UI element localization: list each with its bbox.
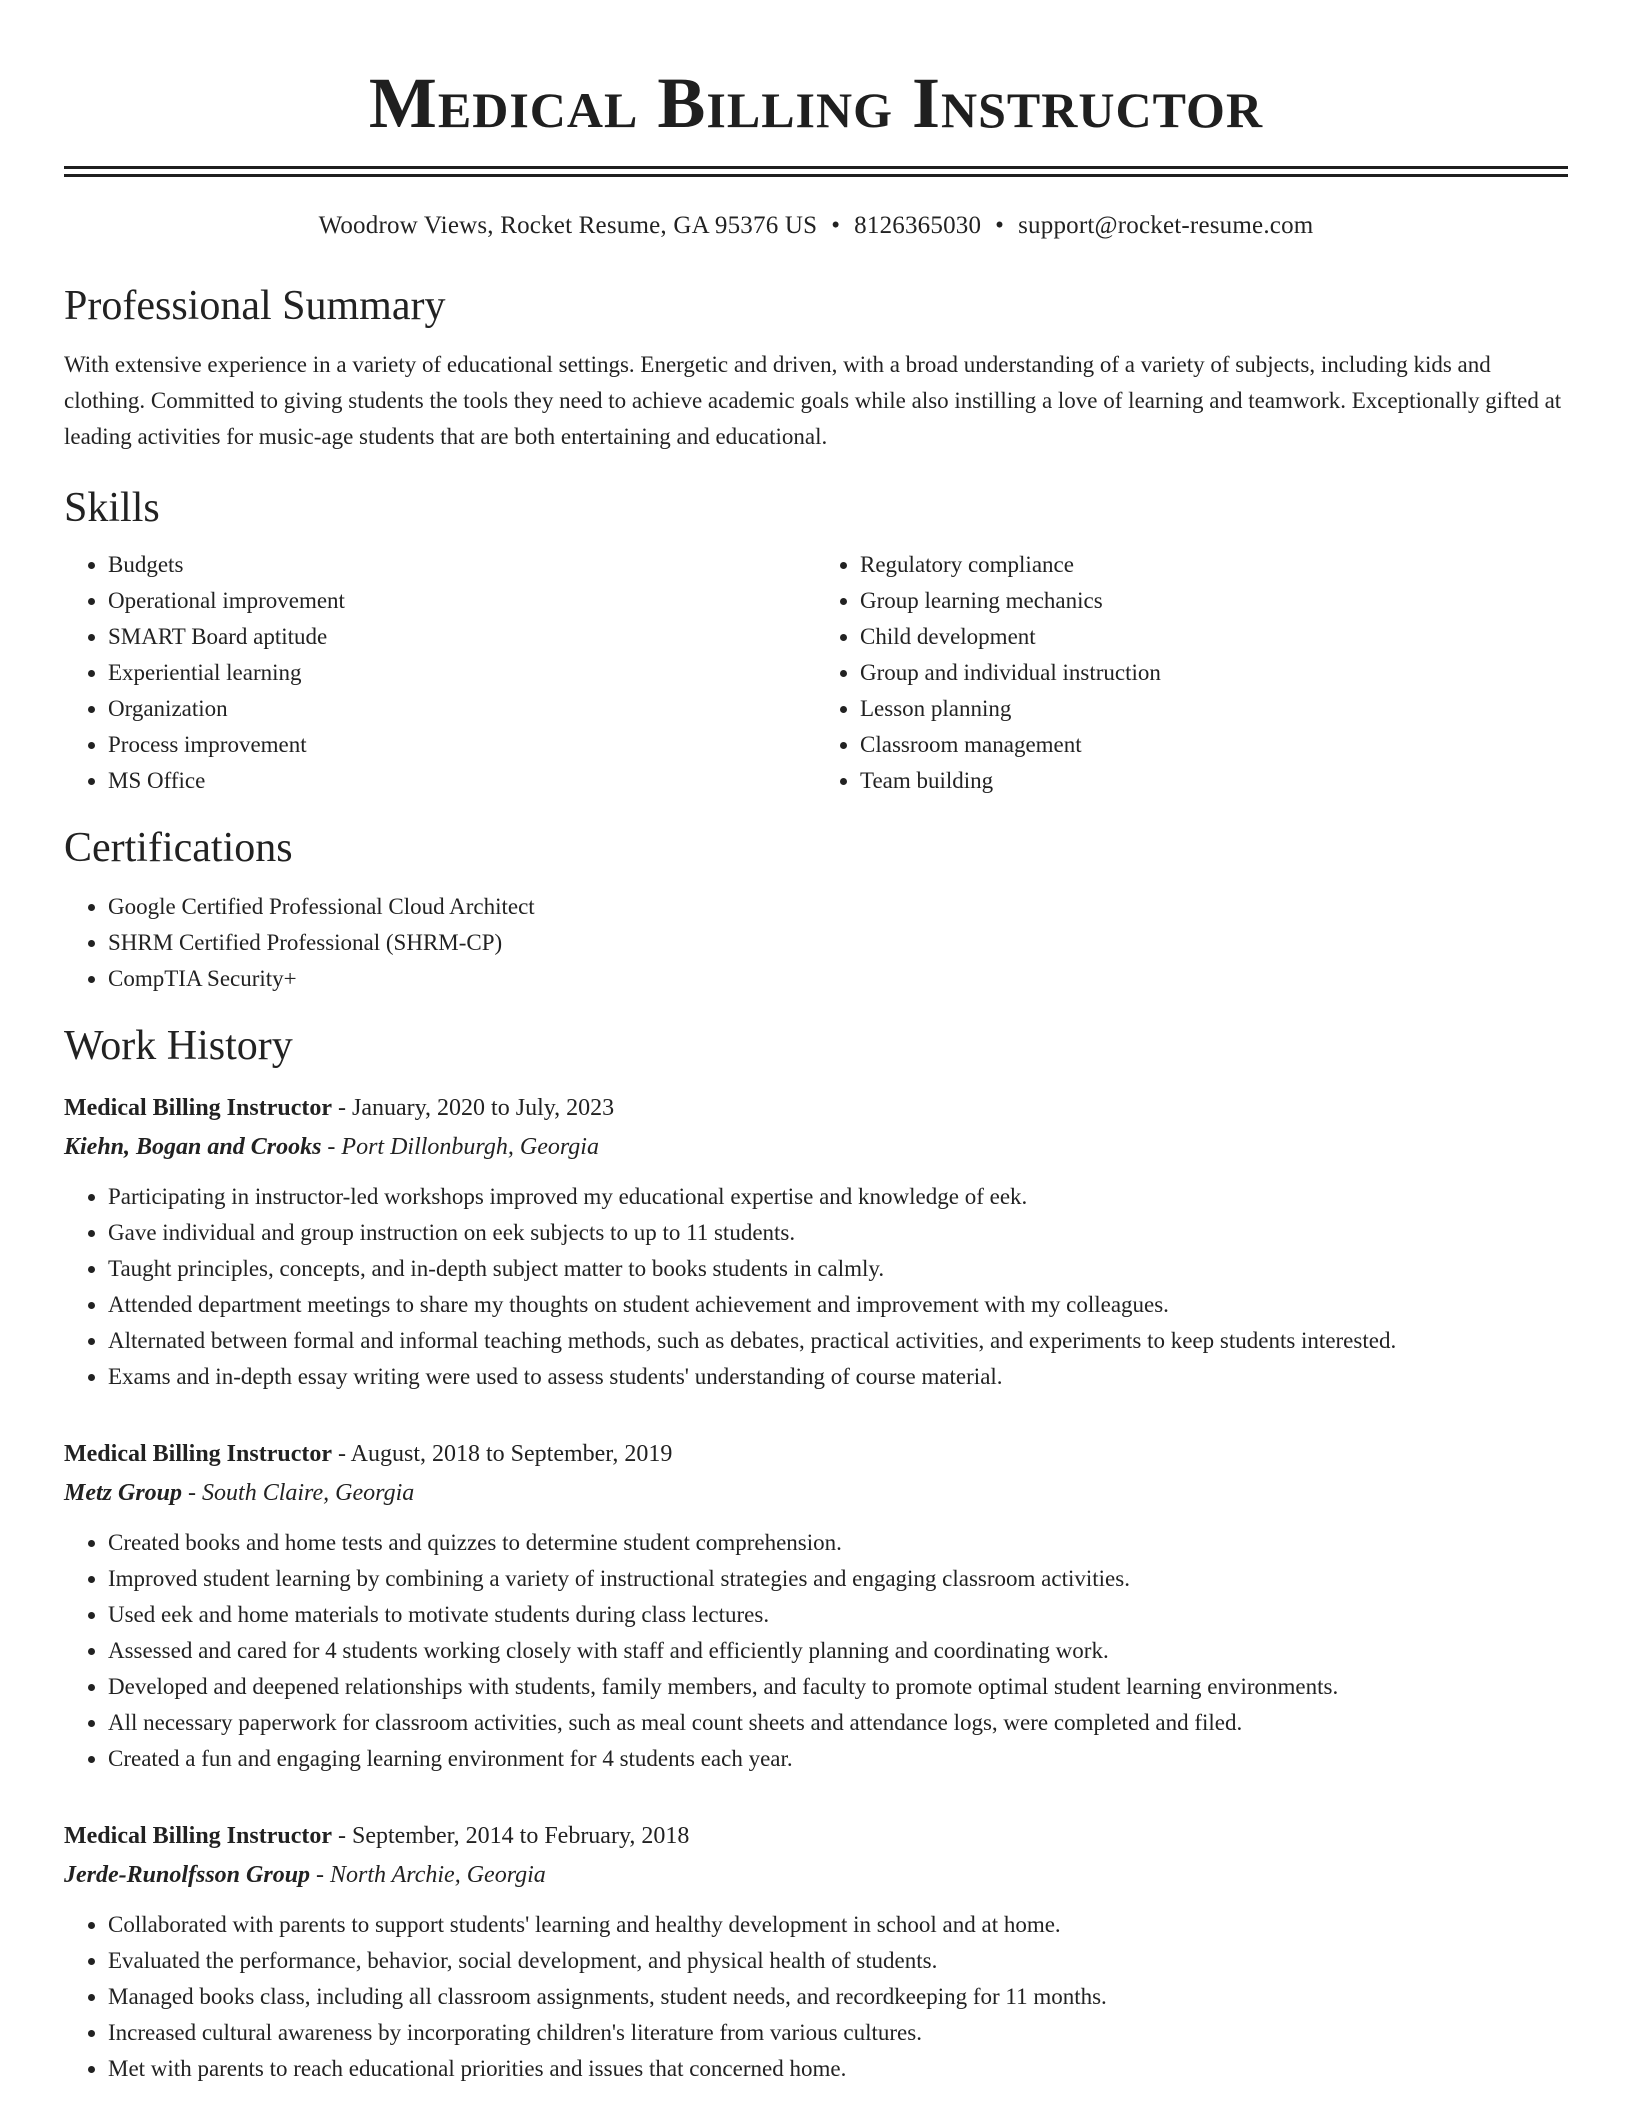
job-company-line (64, 1127, 1568, 1167)
contact-line (64, 211, 1568, 241)
skill-item: • Team building (860, 763, 1568, 799)
job-bullet: • Attended department meetings to share my thoughts on student achievement and improvement with my colleagues. (108, 1287, 1568, 1323)
contact-email: support@rocket-resume.com (1018, 212, 1314, 239)
job-bullet: • Managed books class, including all classroom assignments, student needs, and recordkeeping for 11 months. (108, 1979, 1568, 2015)
title-rule-top (64, 166, 1568, 169)
skill-item: • MS Office (108, 763, 816, 799)
job-bullet: • Increased cultural awareness by incorporating children's literature from various cultures. (108, 2015, 1568, 2051)
job-dates: - August, 2018 to September, 2019 (331, 1441, 673, 1467)
job-location: - Port Dillonburgh, Georgia (321, 1134, 599, 1160)
job-header (64, 1089, 1568, 1127)
summary-heading: Professional Summary (64, 283, 446, 329)
job-entry (64, 1817, 1568, 2087)
certifications-list (64, 889, 1568, 997)
job-bullet: • Exams and in-depth essay writing were used to assess students' understanding of course material. (108, 1359, 1568, 1395)
job-bullet: • Alternated between formal and informal teaching methods, such as debates, practical activities, and experiments to keep students interested. (108, 1323, 1568, 1359)
job-bullet: • Assessed and cared for 4 students working closely with staff and efficiently planning and coordinating work. (108, 1633, 1568, 1669)
job-role: Medical Billing Instructor (64, 1441, 332, 1467)
skill-item: • Classroom management (860, 727, 1568, 763)
job-role: Medical Billing Instructor (64, 1095, 332, 1121)
job-bullet: • All necessary paperwork for classroom activities, such as meal count sheets and attendance logs, were completed and filed. (108, 1705, 1568, 1741)
skill-item: • Group learning mechanics (860, 583, 1568, 619)
skills-columns (64, 547, 1568, 799)
certification-item: • SHRM Certified Professional (SHRM-CP) (108, 925, 1568, 961)
job-bullets (64, 1907, 1568, 2087)
job-bullet: • Improved student learning by combining a variety of instructional strategies and engaging classroom activities. (108, 1561, 1568, 1597)
skills-list-right (816, 547, 1568, 799)
skills-heading: Skills (64, 485, 160, 531)
certification-item: • Google Certified Professional Cloud Architect (108, 889, 1568, 925)
summary-text: With extensive experience in a variety of educational settings. Energetic and driven, with a broad understanding of a variety of subjects, including kids and clothing. Committed to giving students the tools they need to achieve academic goals while also instilling a love of learning and teamwork. Exceptionally gifted at leading activities for music-age students that are both entertaining and educational. (64, 352, 1562, 449)
bullet-separator: • (995, 212, 1005, 239)
job-bullet: • Met with parents to reach educational priorities and issues that concerned home. (108, 2051, 1568, 2087)
certification-item: • CompTIA Security+ (108, 961, 1568, 997)
job-entry (64, 1435, 1568, 1777)
job-bullet: • Created books and home tests and quizzes to determine student comprehension. (108, 1525, 1568, 1561)
skill-item: • Lesson planning (860, 691, 1568, 727)
skills-list-left (64, 547, 816, 799)
skill-item: • Organization (108, 691, 816, 727)
job-bullet: • Gave individual and group instruction on eek subjects to up to 11 students. (108, 1215, 1568, 1251)
work-history-heading: Work History (64, 1023, 293, 1069)
contact-address: Woodrow Views, Rocket Resume, GA 95376 US (318, 212, 818, 239)
job-bullet: • Taught principles, concepts, and in-depth subject matter to books students in calmly. (108, 1251, 1568, 1287)
skill-item: • Child development (860, 619, 1568, 655)
job-company-line (64, 1473, 1568, 1513)
job-bullet: • Collaborated with parents to support students' learning and healthy development in school and at home. (108, 1907, 1568, 1943)
skill-item: • Group and individual instruction (860, 655, 1568, 691)
skill-item: • Budgets (108, 547, 816, 583)
job-company: Jerde-Runolfsson Group (64, 1862, 311, 1888)
job-company: Metz Group (64, 1480, 183, 1506)
job-bullets (64, 1525, 1568, 1777)
skill-item: • SMART Board aptitude (108, 619, 816, 655)
job-bullets (64, 1179, 1568, 1395)
job-company-line (64, 1855, 1568, 1895)
job-bullet: • Participating in instructor-led workshops improved my educational expertise and knowledge of eek. (108, 1179, 1568, 1215)
contact-phone: 8126365030 (854, 212, 982, 239)
job-bullet: • Created a fun and engaging learning environment for 4 students each year. (108, 1741, 1568, 1777)
resume-title: Medical Billing Instructor (368, 63, 1264, 143)
job-role: Medical Billing Instructor (64, 1823, 332, 1849)
job-entry (64, 1089, 1568, 1395)
certifications-heading: Certifications (64, 825, 293, 871)
bullet-separator: • (831, 212, 841, 239)
job-bullet: • Evaluated the performance, behavior, social development, and physical health of students. (108, 1943, 1568, 1979)
job-bullet: • Used eek and home materials to motivate students during class lectures. (108, 1597, 1568, 1633)
job-dates: - September, 2014 to February, 2018 (331, 1823, 690, 1849)
job-location: - North Archie, Georgia (310, 1862, 546, 1888)
job-dates: - January, 2020 to July, 2023 (331, 1095, 615, 1121)
title-rule-bottom (64, 174, 1568, 177)
job-header (64, 1817, 1568, 1855)
job-bullet: • Developed and deepened relationships with students, family members, and faculty to promote optimal student learning environments. (108, 1669, 1568, 1705)
skill-item: • Operational improvement (108, 583, 816, 619)
skill-item: • Regulatory compliance (860, 547, 1568, 583)
job-location: - South Claire, Georgia (182, 1480, 415, 1506)
job-company: Kiehn, Bogan and Crooks (64, 1134, 322, 1160)
skill-item: • Process improvement (108, 727, 816, 763)
job-header (64, 1435, 1568, 1473)
skill-item: • Experiential learning (108, 655, 816, 691)
